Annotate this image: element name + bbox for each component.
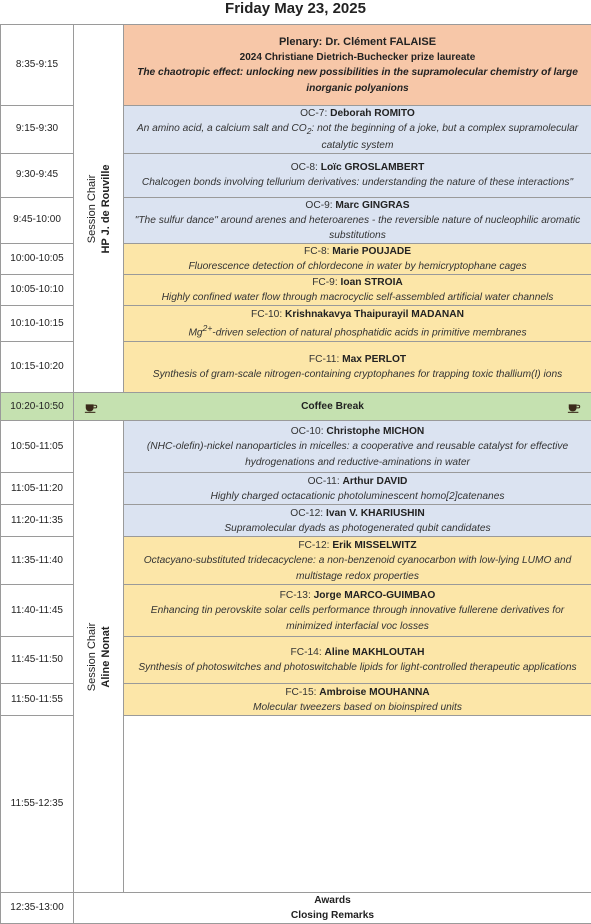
talk-title: Chalcogen bonds involving tellurium derivatives: understanding the nature of these interactions": [127, 175, 588, 190]
session-chair-cell: [74, 25, 124, 393]
talk-title: Enhancing tin perovskite solar cells performance through innovative fullerene derivatives for minimized interfacial voc losses: [127, 603, 588, 633]
talk-title: Synthesis of photoswitches and photoswitchable lipids for light-controlled therapeutic applications: [127, 660, 588, 675]
time-cell: 8:35-9:15: [1, 25, 74, 106]
spacer-cell: [124, 716, 591, 893]
talk-title: Molecular tweezers based on bioinspired units: [127, 700, 588, 715]
chair-name: Aline Nonat: [99, 623, 113, 691]
time-cell: 11:20-11:35: [1, 505, 74, 537]
awards-label: Awards: [77, 893, 588, 908]
flash-talk: [124, 537, 591, 585]
flash-talk: [124, 275, 591, 306]
time-cell: 10:10-10:15: [1, 306, 74, 342]
flash-talk: [124, 342, 591, 393]
chair-label: Session Chair: [85, 623, 99, 691]
talk-code: FC-11:: [309, 354, 339, 365]
table-row: [1, 393, 591, 421]
plenary-title: The chaotropic effect: unlocking new possibilities in the supramolecular chemistry of large inorganic polyanions: [127, 65, 588, 95]
time-cell: 11:35-11:40: [1, 537, 74, 585]
talk-title: Octacyano-substituted tridecacyclene: a non-benzenoid cyanocarbon with low-lying LUMO and multistage redox properties: [127, 553, 588, 583]
flash-talk: [124, 244, 591, 275]
time-cell: 11:05-11:20: [1, 473, 74, 505]
oral-talk: [124, 106, 591, 154]
session-chair-label: [85, 623, 113, 691]
coffee-cup-icon: [567, 400, 581, 414]
talk-title-part: Mg: [188, 328, 202, 339]
time-cell: 10:20-10:50: [1, 393, 74, 421]
time-cell: 10:15-10:20: [1, 342, 74, 393]
talk-title: Highly charged octacationic photoluminescent homo[2]catenanes: [127, 489, 588, 504]
flash-talk: [124, 637, 591, 684]
speaker-name: Aline MAKHLOUTAH: [325, 647, 425, 658]
flash-talk: [124, 585, 591, 637]
talk-title-part: -driven selection of natural phosphatidic acids in primitive membranes: [212, 328, 526, 339]
talk-title: "The sulfur dance" around arenes and heteroarenes - the reversible nature of nucleophilic aromatic substitutions: [127, 213, 588, 243]
session-chair-cell: [74, 421, 124, 893]
talk-code: OC-8:: [291, 162, 318, 173]
talk-title: [127, 121, 588, 153]
closing-session: [74, 893, 591, 924]
table-row: [1, 25, 591, 106]
time-cell: 10:05-10:10: [1, 275, 74, 306]
speaker-name: Loïc GROSLAMBERT: [321, 162, 425, 173]
page-title: Friday May 23, 2025: [0, 0, 591, 20]
time-cell: 10:50-11:05: [1, 421, 74, 473]
talk-code: OC-9:: [305, 200, 332, 211]
talk-code: FC-15:: [285, 687, 316, 698]
talk-title: [127, 322, 588, 340]
talk-title-subscript: 2: [307, 126, 312, 136]
talk-title: (NHC-olefin)-nickel nanoparticles in micelles: a cooperative and reusable catalyst for effective hydrogenations and reductive-aminations in water: [127, 439, 588, 469]
oral-talk: [124, 197, 591, 243]
oral-talk: [124, 421, 591, 473]
time-cell: 9:45-10:00: [1, 197, 74, 243]
talk-code: OC-10:: [291, 426, 324, 437]
talk-code: FC-12:: [298, 540, 329, 551]
speaker-name: Christophe MICHON: [326, 426, 424, 437]
talk-code: FC-10:: [251, 309, 282, 320]
talk-code: FC-8:: [304, 246, 329, 257]
schedule-table: [0, 24, 591, 924]
time-cell: 11:50-11:55: [1, 684, 74, 716]
speaker-name: Max PERLOT: [342, 354, 406, 365]
session-chair-label: [85, 164, 113, 253]
speaker-name: Marc GINGRAS: [335, 200, 409, 211]
speaker-name: Marie POUJADE: [332, 246, 411, 257]
time-cell: 9:30-9:45: [1, 153, 74, 197]
talk-code: FC-9:: [312, 277, 337, 288]
speaker-name: Ioan STROIA: [341, 277, 403, 288]
plenary-prize: 2024 Christiane Dietrich-Buchecker prize laureate: [127, 51, 588, 66]
table-row: [1, 421, 591, 473]
talk-title-part: An amino acid, a calcium salt and CO: [137, 123, 307, 134]
speaker-name: Jorge MARCO-GUIMBAO: [314, 590, 436, 601]
talk-title: Fluorescence detection of chlordecone in water by hemicryptophane cages: [127, 259, 588, 274]
plenary-talk: [124, 25, 591, 106]
flash-talk: [124, 306, 591, 342]
talk-title-superscript: 2+: [203, 323, 213, 333]
talk-title: Supramolecular dyads as photogenerated qubit candidates: [127, 521, 588, 536]
speaker-name: Arthur DAVID: [343, 476, 408, 487]
talk-title: Synthesis of gram-scale nitrogen-containing cryptophanes for trapping toxic thallium(I) ions: [127, 367, 588, 382]
oral-talk: [124, 473, 591, 505]
time-cell: 9:15-9:30: [1, 106, 74, 154]
time-cell: 11:45-11:50: [1, 637, 74, 684]
talk-title: Highly confined water flow through macrocyclic self-assembled artificial water channels: [127, 290, 588, 305]
time-cell: 12:35-13:00: [1, 893, 74, 924]
oral-talk: [124, 505, 591, 537]
time-cell: 11:40-11:45: [1, 585, 74, 637]
speaker-name: Ambroise MOUHANNA: [319, 687, 429, 698]
talk-title-part: : not the beginning of a joke, but a complex supramolecular catalytic system: [311, 123, 578, 151]
time-cell: 10:00-10:05: [1, 244, 74, 275]
closing-remarks-label: Closing Remarks: [77, 908, 588, 923]
coffee-cup-icon: [84, 400, 98, 414]
coffee-break: [74, 393, 591, 421]
talk-code: OC-12:: [290, 508, 323, 519]
talk-code: FC-13:: [280, 590, 311, 601]
chair-label: Session Chair: [85, 164, 99, 253]
speaker-name: Erik MISSELWITZ: [332, 540, 416, 551]
time-cell: 11:55-12:35: [1, 716, 74, 893]
flash-talk: [124, 684, 591, 716]
speaker-name: Ivan V. KHARIUSHIN: [326, 508, 425, 519]
table-row: [1, 893, 591, 924]
speaker-name: Krishnakavya Thaipurayil MADANAN: [285, 309, 464, 320]
plenary-speaker: Plenary: Dr. Clément FALAISE: [127, 34, 588, 50]
talk-code: OC-11:: [308, 476, 340, 487]
oral-talk: [124, 153, 591, 197]
coffee-break-label: Coffee Break: [301, 401, 364, 412]
talk-code: OC-7:: [300, 108, 327, 119]
chair-name: HP J. de Rouville: [99, 164, 113, 253]
speaker-name: Deborah ROMITO: [330, 108, 415, 119]
talk-code: FC-14:: [291, 647, 322, 658]
